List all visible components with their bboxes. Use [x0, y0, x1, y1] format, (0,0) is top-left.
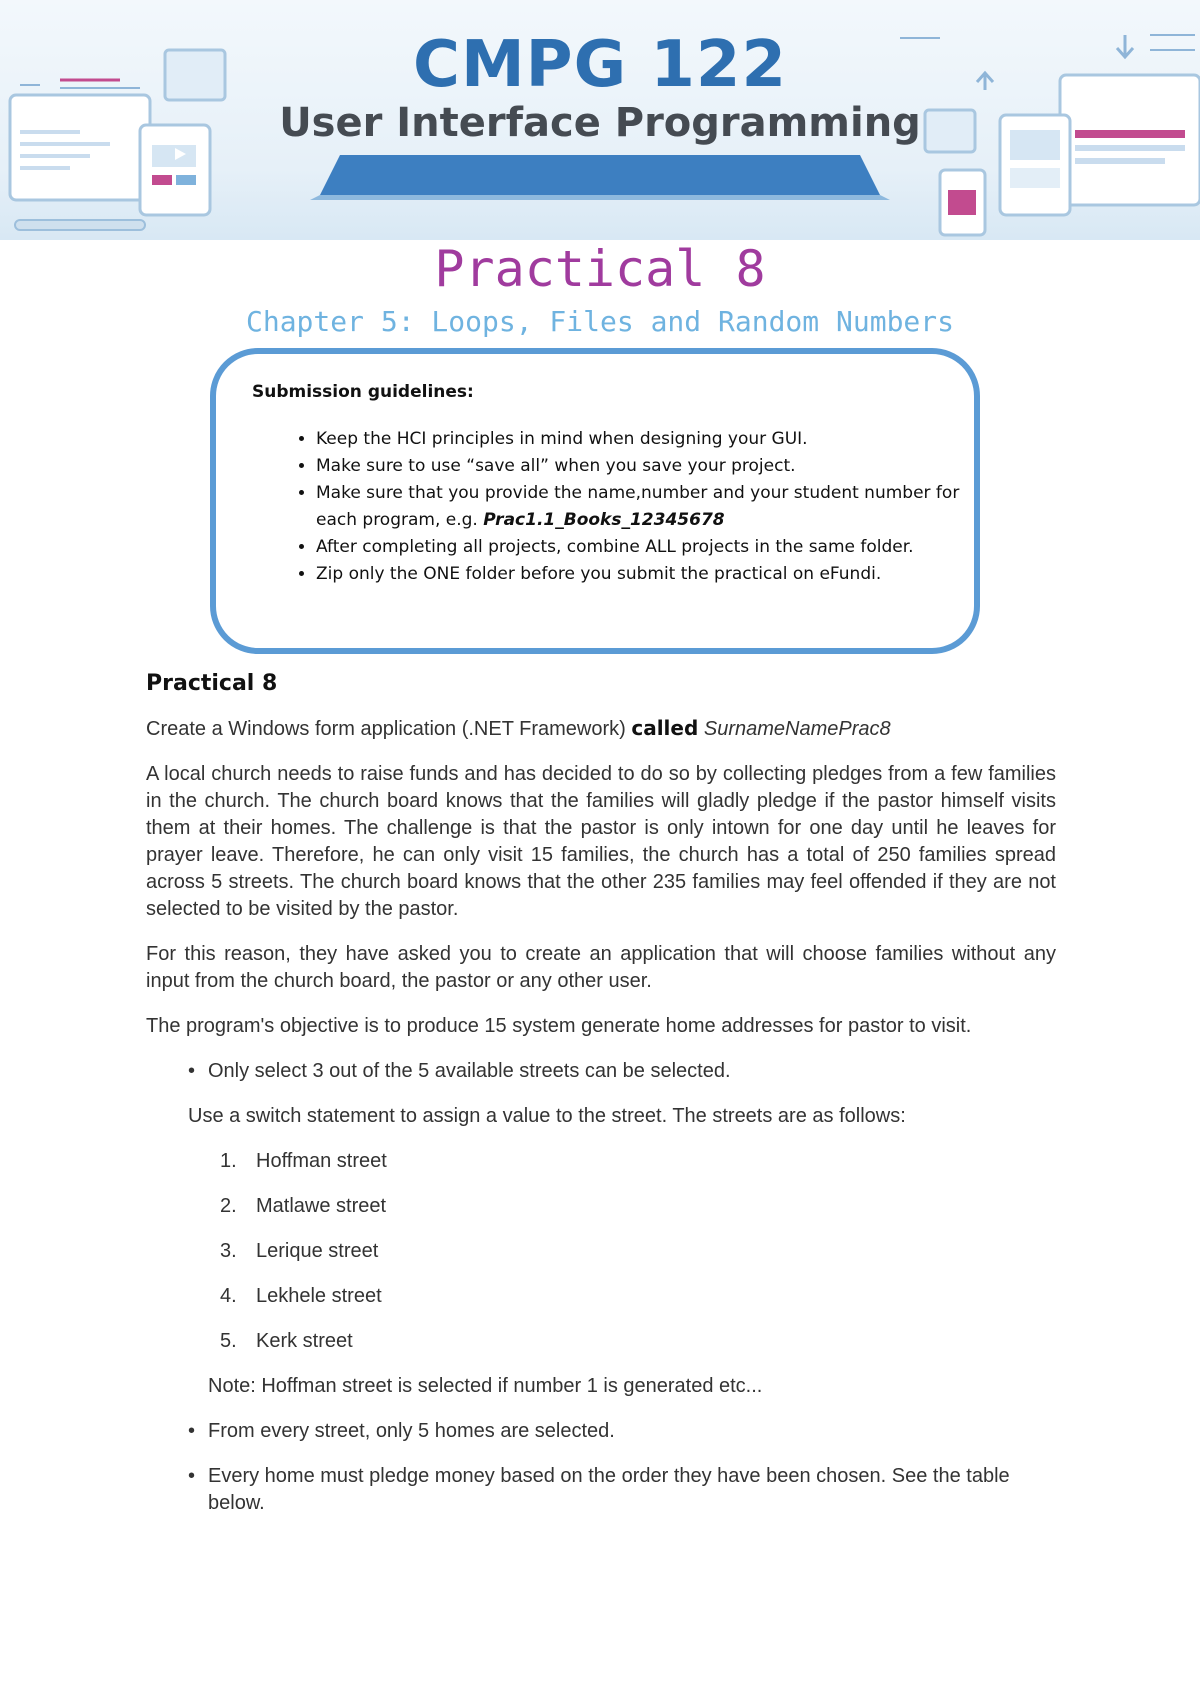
section-heading: Practical 8	[146, 671, 278, 696]
requirement-item: • Only select 3 out of the 5 available streets can be selected.	[208, 1058, 1056, 1085]
guideline-item: • Keep the HCI principles in mind when designing your GUI.	[316, 426, 976, 453]
guideline-item: • Make sure to use “save all” when you save your project.	[316, 453, 976, 480]
submission-guidelines-box	[210, 348, 980, 654]
street-item: 5. Kerk street	[220, 1330, 353, 1352]
requirement-item: • From every street, only 5 homes are selected.	[208, 1418, 1056, 1445]
streets-list	[146, 1148, 1056, 1355]
course-banner	[0, 0, 1200, 240]
practical-title: Practical 8	[434, 240, 766, 298]
street-item: 3. Lerique street	[220, 1240, 379, 1262]
reason-paragraph: For this reason, they have asked you to create an application that will choose families without any input from the church board, the pastor or any other user.	[146, 943, 1056, 992]
intro-paragraph: Create a Windows form application (.NET Framework) called SurnameNamePrac8	[146, 716, 891, 740]
street-item: 4. Lekhele street	[220, 1285, 382, 1307]
guidelines-list	[256, 426, 976, 588]
requirements-list-continued	[146, 1418, 1056, 1517]
objective-paragraph: The program's objective is to produce 15 system generate home addresses for pastor to visit.	[146, 1015, 972, 1037]
requirement-item: • Every home must pledge money based on the order they have been chosen. See the table below.	[208, 1463, 1056, 1517]
requirements-list	[146, 1058, 1056, 1085]
practical-content	[146, 670, 1056, 1535]
scenario-paragraph: A local church needs to raise funds and has decided to do so by collecting pledges from a few families in the church. The church board knows that the families will gladly pledge if the pastor himself visits them at their homes. The challenge is that the pastor is only intown for one day until he leaves for prayer leave. Therefore, he can only visit 15 families, the church has a total of 250 families spread across 5 streets. The church board knows that the other 235 families may feel offended if they are not selected to be visited by the pastor.	[146, 763, 1056, 920]
switch-instruction: Use a switch statement to assign a value to the street. The streets are as follows:	[188, 1105, 906, 1127]
guideline-item: • After completing all projects, combine ALL projects in the same folder.	[316, 534, 976, 561]
guidelines-title: Submission guidelines:	[252, 382, 474, 402]
example-filename: Prac1.1_Books_12345678	[483, 510, 725, 530]
street-item: 1. Hoffman street	[220, 1150, 387, 1172]
street-item: 2. Matlawe street	[220, 1195, 387, 1217]
street-note: Note: Hoffman street is selected if number 1 is generated etc...	[208, 1375, 763, 1397]
guideline-item: • Zip only the ONE folder before you submit the practical on eFundi.	[316, 561, 976, 588]
guideline-item: • Make sure that you provide the name,number and your student number for each program, e.g. Prac1.1_Books_12345678	[316, 480, 976, 534]
chapter-subtitle: Chapter 5: Loops, Files and Random Numbers	[245, 305, 954, 338]
course-code: CMPG 122	[413, 28, 787, 102]
project-name: SurnameNamePrac8	[703, 718, 891, 740]
course-name: User Interface Programming	[279, 100, 921, 146]
